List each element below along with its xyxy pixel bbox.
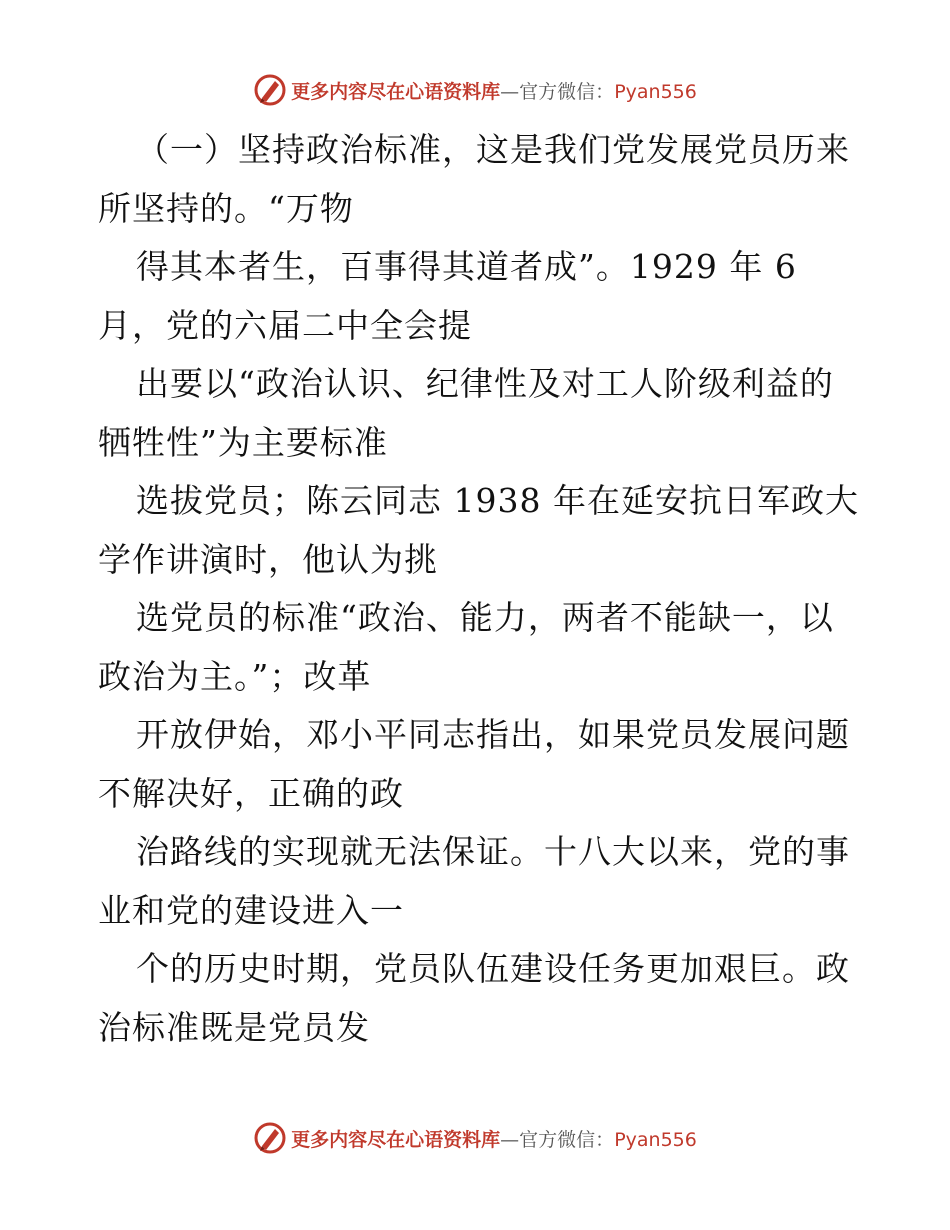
text-line: 月，党的六届二中全会提 xyxy=(98,305,472,345)
text-line: 治路线的实现就无法保证。十八大以来，党的事 xyxy=(136,832,850,871)
text-line: 开放伊始，邓小平同志指出，如果党员发展问题 xyxy=(136,715,850,754)
watermark-wechat-label: 官方微信： xyxy=(519,80,615,103)
watermark-dash: — xyxy=(500,80,520,103)
watermark-text xyxy=(291,77,697,104)
text-line: 个的历史时期，党员队伍建设任务更加艰巨。政 xyxy=(136,949,850,988)
pen-logo-icon xyxy=(253,73,287,107)
watermark-site: 更多内容尽在心语资料库 xyxy=(291,1128,501,1151)
header-watermark xyxy=(0,70,950,110)
footer-watermark xyxy=(0,1118,950,1158)
text-line: 选党员的标准“政治、能力，两者不能缺一，以 xyxy=(136,598,834,637)
text-line: 业和党的建设进入一 xyxy=(98,890,404,930)
pen-logo-icon xyxy=(253,1121,287,1155)
text-line: 得其本者生，百事得其道者成”。1929 年 6 xyxy=(136,247,797,286)
text-line: （一）坚持政治标准，这是我们党发展党员历来 xyxy=(136,130,850,169)
text-line: 出要以“政治认识、纪律性及对工人阶级利益的 xyxy=(136,364,834,403)
text-line: 选拔党员；陈云同志 1938 年在延安抗日军政大 xyxy=(136,481,859,520)
watermark-site: 更多内容尽在心语资料库 xyxy=(291,80,501,103)
watermark-wechat-id: Pyan556 xyxy=(614,1128,697,1151)
watermark-text xyxy=(291,1125,697,1152)
watermark-wechat-label: 官方微信： xyxy=(519,1128,615,1151)
watermark-wechat-id: Pyan556 xyxy=(614,80,697,103)
document-body xyxy=(98,121,858,1057)
text-line: 牺牲性”为主要标准 xyxy=(98,422,388,462)
text-line: 学作讲演时，他认为挑 xyxy=(98,539,438,579)
text-line: 所坚持的。“万物 xyxy=(98,188,354,228)
text-line: 不解决好，正确的政 xyxy=(98,773,404,813)
text-line: 政治为主。”；改革 xyxy=(98,656,372,696)
watermark-dash: — xyxy=(500,1128,520,1151)
text-line: 治标准既是党员发 xyxy=(98,1007,370,1047)
